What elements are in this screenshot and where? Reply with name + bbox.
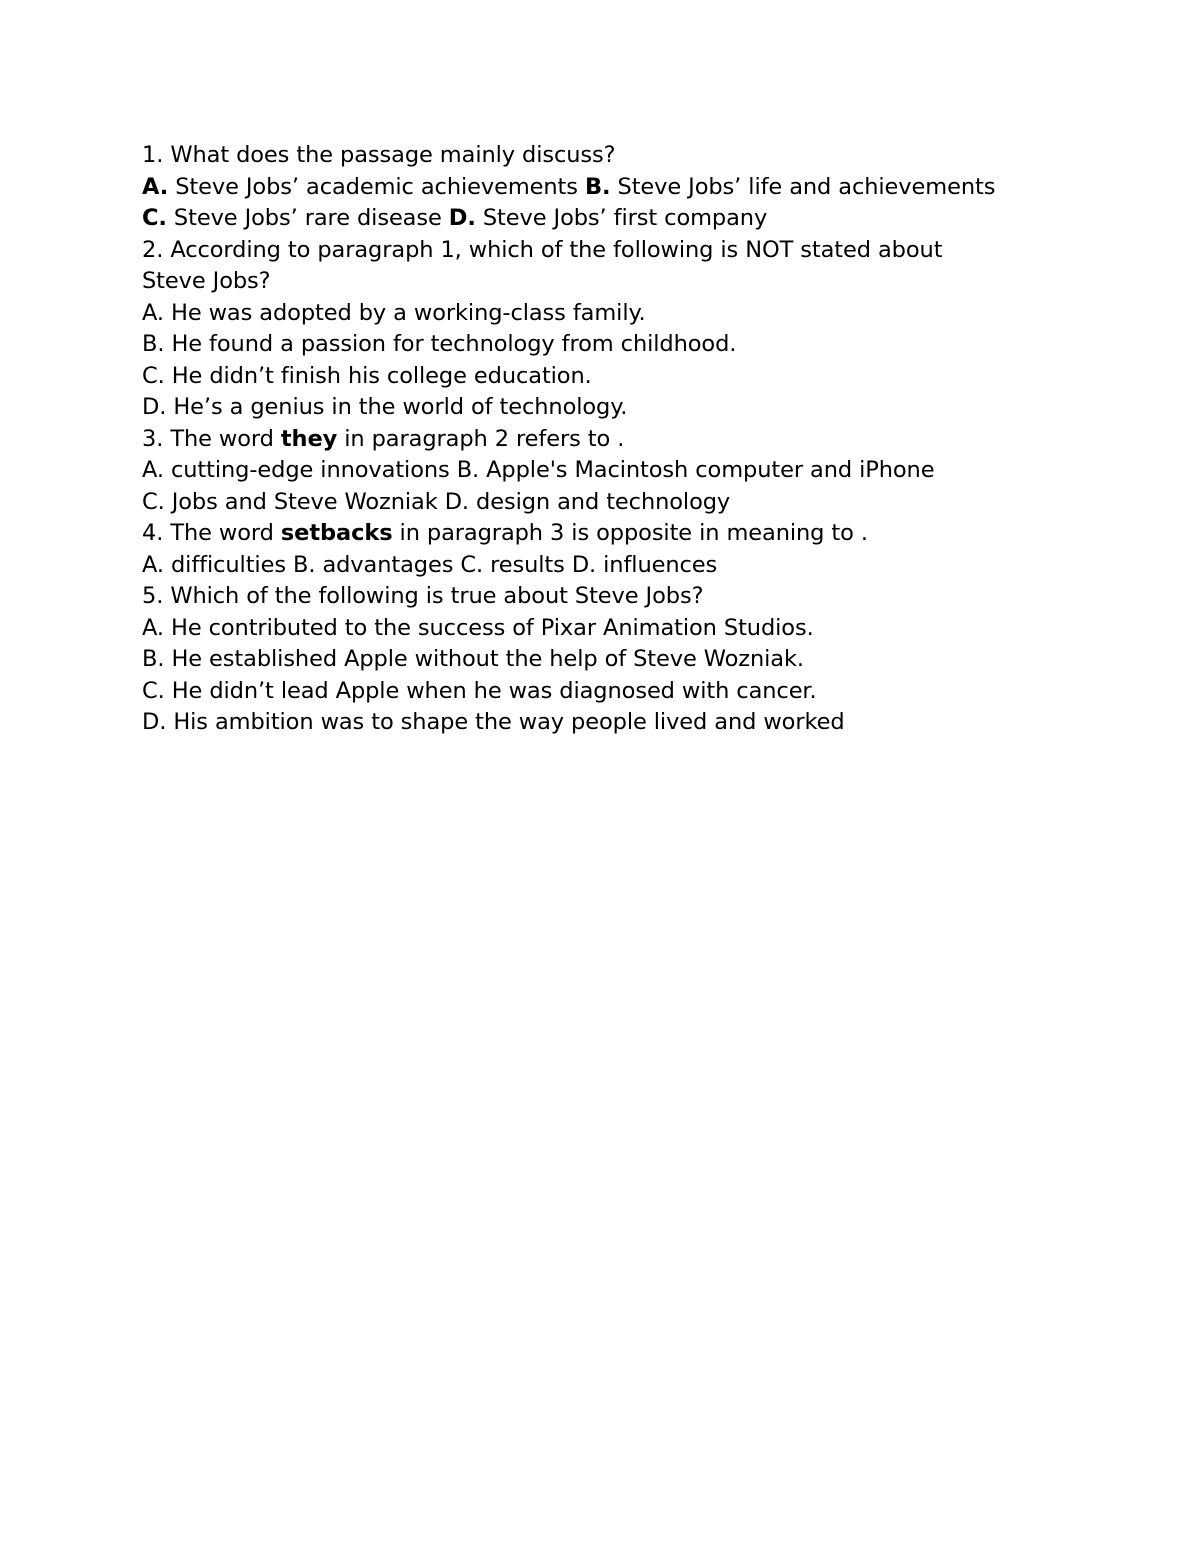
- question-2-option-c: C. He didn’t finish his college education.: [142, 362, 592, 389]
- question-1-options-ab: [142, 172, 1082, 204]
- question-3-options-ab: A. cutting-edge innovations B. Apple's Macintosh computer and iPhone: [142, 457, 935, 483]
- question-2: 2. According to paragraph 1, which of the following is NOT stated about Steve Jobs?: [142, 236, 943, 294]
- option-c-text: Steve Jobs’ rare disease: [166, 205, 449, 231]
- question-3-options-cd: C. Jobs and Steve Wozniak D. design and technology: [142, 488, 731, 515]
- question-4-suffix: in paragraph 3 is opposite in meaning to .: [392, 520, 868, 546]
- question-3-prefix: 3. The word: [142, 425, 281, 452]
- question-5-option-c: C. He didn’t lead Apple when he was diagnosed with cancer.: [142, 677, 817, 704]
- question-5-option-a: A. He contributed to the success of Pixar Animation Studios.: [142, 614, 814, 641]
- question-4-options: A. difficulties B. advantages C. results D. influences: [142, 551, 718, 578]
- question-4: [142, 518, 1082, 550]
- question-5: 5. Which of the following is true about Steve Jobs?: [142, 583, 704, 609]
- question-3-keyword: they: [280, 425, 338, 452]
- question-list: [142, 140, 1082, 739]
- question-5-option-d: D. His ambition was to shape the way people lived and worked: [142, 709, 845, 735]
- question-2-option-d: D. He’s a genius in the world of technology.: [142, 394, 628, 420]
- question-3: [142, 424, 1082, 456]
- question-2-option-b: B. He found a passion for technology from childhood.: [142, 331, 737, 357]
- option-a-letter: A.: [142, 173, 169, 200]
- question-1: 1. What does the passage mainly discuss?: [142, 142, 616, 168]
- question-1-options-cd: [142, 203, 1082, 235]
- question-2-option-a: A. He was adopted by a working-class family.: [142, 299, 646, 326]
- option-b-text: Steve Jobs’ life and achievements: [610, 173, 996, 200]
- question-4-prefix: 4. The word: [142, 520, 281, 546]
- question-4-keyword: setbacks: [280, 520, 393, 546]
- option-b-letter: B.: [584, 173, 611, 200]
- option-d-letter: D.: [448, 205, 476, 231]
- question-5-option-b: B. He established Apple without the help of Steve Wozniak.: [142, 646, 804, 672]
- option-d-text: Steve Jobs’ first company: [475, 205, 768, 231]
- question-3-suffix: in paragraph 2 refers to .: [337, 425, 625, 452]
- option-c-letter: C.: [142, 205, 167, 231]
- option-a-text: Steve Jobs’ academic achievements: [168, 173, 585, 200]
